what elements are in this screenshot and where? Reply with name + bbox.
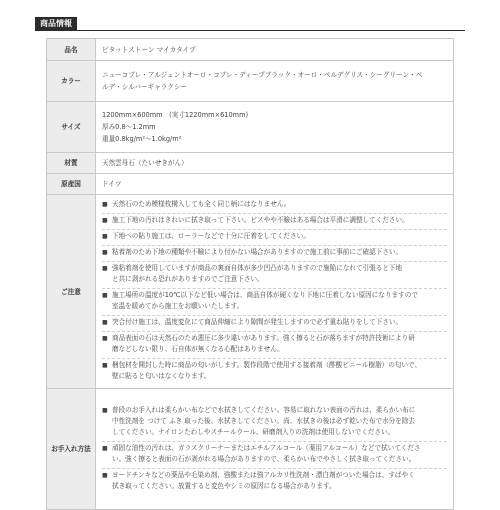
spec-row-size [47,102,454,153]
list-item-line: 施工場所の温度が10℃以下など低い場合は、商品自体が硬くなり下地に圧着しない原因になりますので [112,291,418,299]
list-item-line: ヨードチンキなどの薬品や毛染め剤、強酸または強アルカリ性洗剤・漂白剤がついた場合は、すばやく [112,470,415,479]
list-item-line: 商品表面の石は天然石のため悪圧に多少違いがあります。強く擦ると石が落ちますが特許技術により研 [112,334,415,342]
list-item-line: い。強く擦ると表面の石が剥がれる場合がありますので、柔らかい布でやさしく拭き取ってください。 [112,454,416,463]
list-item [102,289,447,316]
spec-label-color: カラー [47,61,96,102]
spec-label-size: サイズ [47,102,96,153]
bullet-icon: ■ [102,292,108,299]
bullet-icon: ■ [102,233,108,240]
spec-value-name: ピタットストーン マイカタイプ [96,39,454,61]
section-divider [35,30,465,31]
color-line: ルデ・シルバーギャラクシー [102,83,188,91]
list-item [102,246,447,262]
list-item-line: と共に剥がれる恐れがありますのでご注意下さい。 [112,275,264,283]
list-item [102,214,447,230]
notes-list [102,198,447,385]
spec-value-color [96,61,454,102]
bullet-icon: ■ [102,362,108,369]
spec-row-material [47,153,454,174]
spec-label-notes: ご注意 [47,195,96,389]
bullet-icon: ■ [102,335,108,342]
list-item [102,359,447,385]
size-line: 1200mm×600mm (実寸1220mm×610mm) [102,111,249,119]
section-title-tab [35,17,77,30]
list-item [102,230,447,246]
bullet-icon: ■ [102,406,108,414]
list-item-line: 天然石のため模様枚構入しても全く同じ柄にはなりません。 [112,200,291,208]
list-item-line: 施工下地の汚れはきれいに拭き取って下さい。ビスやや不瞼はある場合は平滑に調整してください。 [112,216,409,224]
list-item-line: 粘着剤のため下地の種類や不瞼により付かない場合がありますので施工前に事前にご確認下さい。 [112,248,403,256]
list-item-line: 拭き取ってください。放置すると変色やシミの原因になる場合があります。 [112,481,336,490]
list-item-line: してください。ナイロンたわしやスチールウール、研磨剤入りの洗剤は使用しないでください。 [112,427,395,436]
list-item-line: 下地への貼り施工は、ローラーなどで十分に圧着をしてください。 [112,232,310,240]
spec-label-care: お手入れ方法 [47,389,96,510]
product-spec-table [46,38,454,510]
spec-label-name: 品名 [47,39,96,61]
list-item-line: 壁に貼ると匂いはなくなります。 [112,372,211,380]
bullet-icon: ■ [102,201,108,208]
spec-label-material: 材質 [47,153,96,174]
spec-row-color [47,61,454,102]
spec-value-size [96,102,454,153]
list-item-line: 室温を暖めてから施工をお願いいたします。 [112,302,244,310]
list-item [102,404,447,442]
list-item-line: 突合付け施工は、温度変化にて商品伸縮により隙間が発生しますので必ず重ね貼りをして下さい。 [112,318,403,326]
list-item-line: 頑固な油性の汚れは、ガラスクリーナーまたはエチルアルコール（薬用アルコール）などで拭いてくださ [112,443,421,452]
bullet-icon: ■ [102,217,108,224]
spec-value-origin: ドイツ [96,174,454,195]
list-item-line: 強粘着剤を使用していますが商品の裏面自体が多少凹凸がありますので施陥になれて引張ると下地 [112,264,403,272]
spec-row-name [47,39,454,61]
list-item-line: 梱包材を開封した時に商品の匂いがします。製作段階で使用する接着剤（酢酸ビニール樹脂）の匂いで、 [112,361,422,369]
spec-row-origin [47,174,454,195]
list-item [102,332,447,359]
bullet-icon: ■ [102,249,108,256]
list-item [102,469,447,495]
list-item-line: 普段のお手入れは柔らかい布などで水拭きしてください。容易に取れない表面の汚れは、柔らかい布に [112,405,416,414]
spec-row-care [47,389,454,510]
color-line: ニューコブレ・アルジェントオーロ・コブレ・ディープブラック・オーロ・ペルデグリス・シーグリーン・ペ [102,71,423,79]
bullet-icon: ■ [102,265,108,272]
section-title: 商品情報 [40,19,72,28]
list-item-line: 中性洗剤を つけて ふき 取った後、水拭きしてください。尚、水拭きの後は必ず乾いた布で水分を除去 [112,416,416,425]
bullet-icon: ■ [102,319,108,326]
spec-value-care [96,389,454,510]
size-line: 厚み0.8～1.2mm [102,123,156,131]
spec-value-notes [96,195,454,389]
list-item [102,316,447,332]
spec-label-origin: 原産国 [47,174,96,195]
bullet-icon: ■ [102,471,108,479]
spec-value-material: 天然雲母石（たいせきがん） [96,153,454,174]
list-item [102,262,447,289]
spec-row-notes [47,195,454,389]
care-list [102,404,447,495]
list-item-line: 磨などしない限り、石自体が無くなる心配はありません。 [112,345,284,353]
size-line: 重量0.8kg/m²～1.0kg/m² [102,135,182,143]
bullet-icon: ■ [102,444,108,452]
list-item [102,198,447,214]
list-item [102,442,447,469]
